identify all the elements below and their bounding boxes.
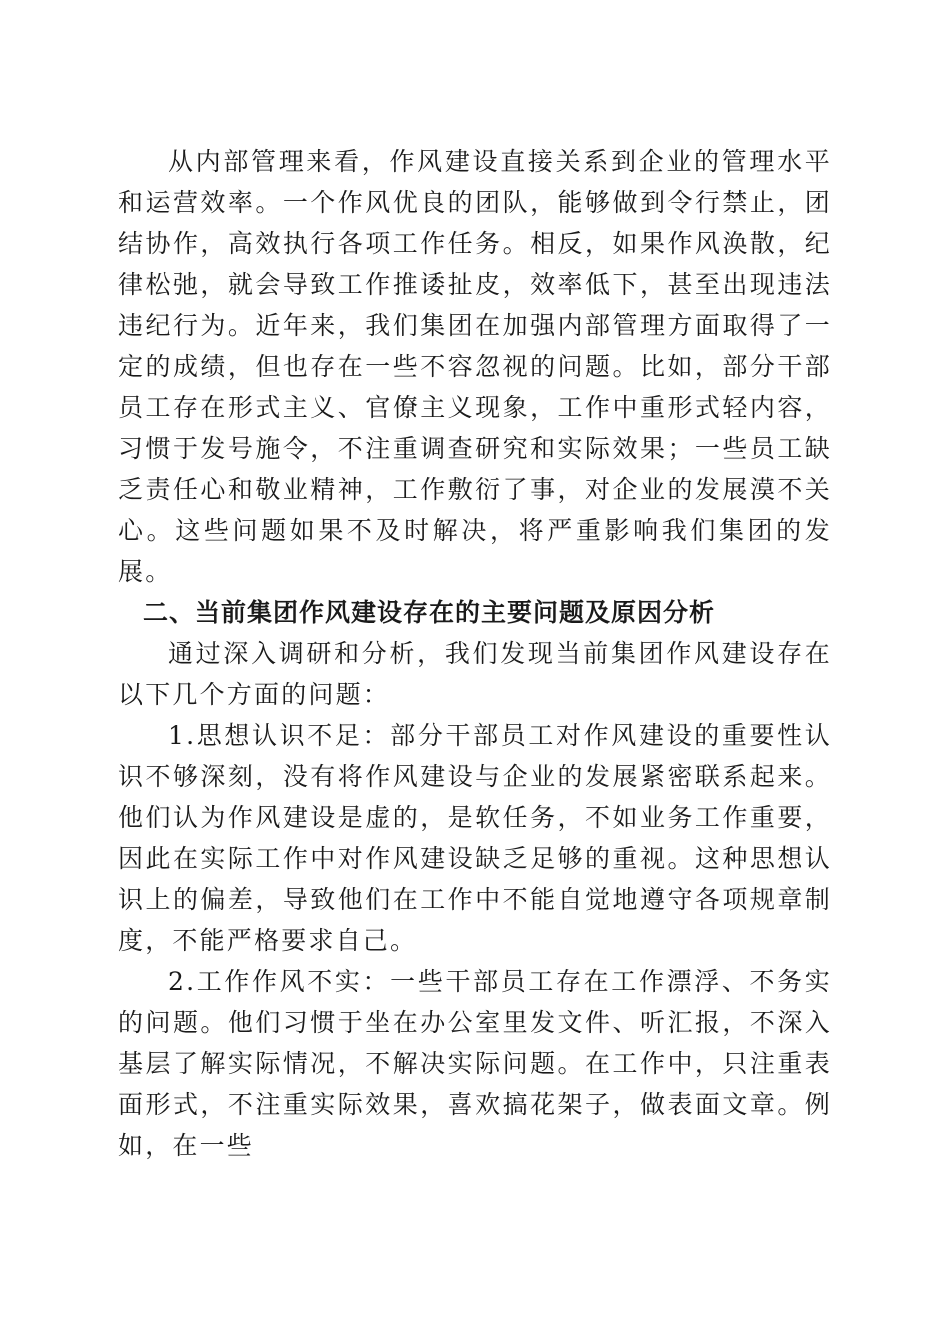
list-item-ideology: 1.思想认识不足：部分干部员工对作风建设的重要性认识不够深刻，没有将作风建设与企业的发展紧密联系起来。他们认为作风建设是虚的，是软任务，不如业务工作重要，因此在实际工作中对作风建设缺乏足够的重视。这种思想认识上的偏差，导致他们在工作中不能自觉地遵守各项规章制度，不能严格要求自己。 bbox=[118, 721, 832, 955]
document-body bbox=[118, 141, 832, 1166]
paragraph-internal-management: 从内部管理来看，作风建设直接关系到企业的管理水平和运营效率。一个作风优良的团队，能够做到令行禁止，团结协作，高效执行各项工作任务。相反，如果作风涣散，纪律松弛，就会导致工作推诿扯皮，效率低下，甚至出现违法违纪行为。近年来，我们集团在加强内部管理方面取得了一定的成绩，但也存在一些不容忽视的问题。比如，部分干部员工存在形式主义、官僚主义现象，工作中重形式轻内容，习惯于发号施令，不注重调查研究和实际效果；一些员工缺乏责任心和敬业精神，工作敷衍了事，对企业的发展漠不关心。这些问题如果不及时解决，将严重影响我们集团的发展。 bbox=[118, 147, 832, 586]
section-heading: 二、当前集团作风建设存在的主要问题及原因分析 bbox=[143, 598, 716, 627]
list-item-work-style: 2.工作作风不实：一些干部员工存在工作漂浮、不务实的问题。他们习惯于坐在办公室里发文件、听汇报，不深入基层了解实际情况，不解决实际问题。在工作中，只注重表面形式，不注重实际效果，喜欢搞花架子，做表面文章。例如，在一些 bbox=[118, 967, 832, 1160]
paragraph-intro: 通过深入调研和分析，我们发现当前集团作风建设存在以下几个方面的问题： bbox=[118, 639, 832, 709]
